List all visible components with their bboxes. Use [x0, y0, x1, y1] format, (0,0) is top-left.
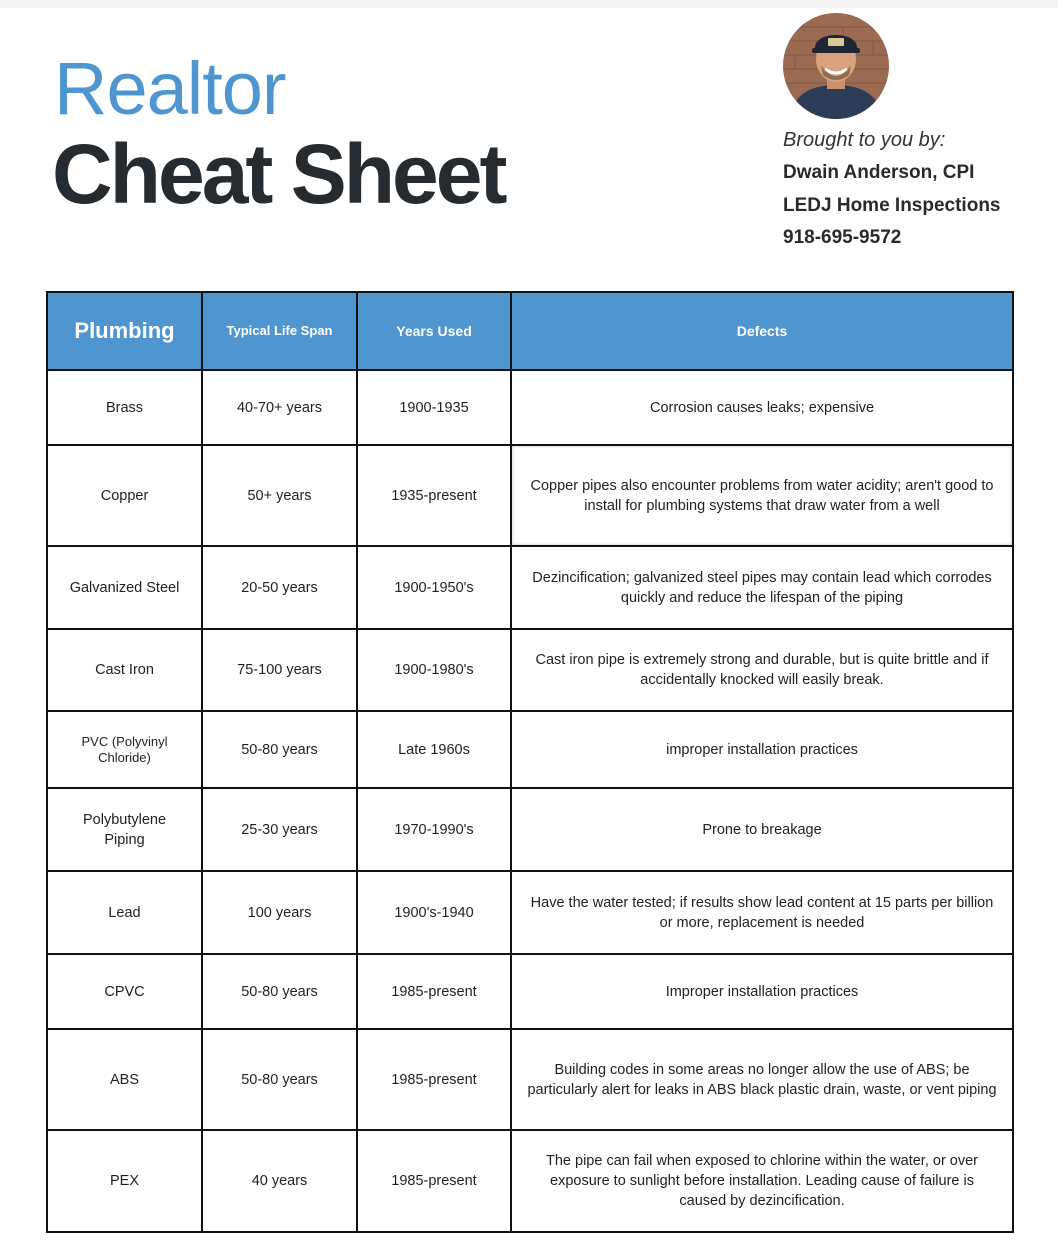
table-row [47, 370, 1013, 445]
brought-by-label: Brought to you by: [783, 129, 946, 151]
table-row [47, 445, 1013, 546]
defects-cell: improper installation practices [511, 711, 1013, 788]
years-used-cell: Late 1960s [357, 711, 511, 788]
defects-cell: The pipe can fail when exposed to chlorine within the water, or over exposure to sunlight before installation. Leading cause of failure is caused by dezincification. [511, 1130, 1013, 1232]
inspector-avatar [783, 13, 889, 119]
years-used-cell: 1970-1990's [357, 788, 511, 871]
years-used-cell: 1900's-1940 [357, 871, 511, 954]
defects-cell: Corrosion causes leaks; expensive [511, 370, 1013, 445]
top-strip [0, 0, 1058, 8]
table-row [47, 546, 1013, 629]
life-span-cell: 50-80 years [202, 1029, 357, 1130]
years-used-cell: 1985-present [357, 954, 511, 1029]
years-used-cell: 1985-present [357, 1130, 511, 1232]
defects-cell: Cast iron pipe is extremely strong and durable, but is quite brittle and if accidentally knocked will easily break. [511, 629, 1013, 711]
material-cell: PEX [47, 1130, 202, 1232]
material-cell: ABS [47, 1029, 202, 1130]
table-row [47, 788, 1013, 871]
material-cell: CPVC [47, 954, 202, 1029]
material-cell: Brass [47, 370, 202, 445]
life-span-cell: 100 years [202, 871, 357, 954]
table-row [47, 711, 1013, 788]
defects-cell: Have the water tested; if results show lead content at 15 parts per billion or more, replacement is needed [511, 871, 1013, 954]
company-name: LEDJ Home Inspections [783, 195, 1001, 216]
title-realtor: Realtor [54, 47, 286, 130]
column-header-years-used: Years Used [357, 292, 511, 370]
defects-cell: Improper installation practices [511, 954, 1013, 1029]
material-cell: Lead [47, 871, 202, 954]
material-cell: Polybutylene Piping [47, 788, 202, 871]
life-span-cell: 50-80 years [202, 954, 357, 1029]
life-span-cell: 20-50 years [202, 546, 357, 629]
title-cheat-sheet: Cheat Sheet [52, 127, 505, 221]
material-cell: Copper [47, 445, 202, 546]
table-row [47, 954, 1013, 1029]
column-header-life-span: Typical Life Span [202, 292, 357, 370]
life-span-cell: 25-30 years [202, 788, 357, 871]
plumbing-table [46, 291, 1014, 1233]
years-used-cell: 1985-present [357, 1029, 511, 1130]
years-used-cell: 1900-1935 [357, 370, 511, 445]
table-row [47, 1029, 1013, 1130]
years-used-cell: 1900-1980's [357, 629, 511, 711]
table-row [47, 629, 1013, 711]
life-span-cell: 75-100 years [202, 629, 357, 711]
life-span-cell: 40-70+ years [202, 370, 357, 445]
table-header-row [47, 292, 1013, 370]
inspector-name: Dwain Anderson, CPI [783, 162, 975, 183]
life-span-cell: 40 years [202, 1130, 357, 1232]
material-cell: Cast Iron [47, 629, 202, 711]
life-span-cell: 50+ years [202, 445, 357, 546]
defects-cell: Copper pipes also encounter problems from water acidity; aren't good to install for plumbing systems that draw water from a well [511, 445, 1013, 546]
material-cell: Galvanized Steel [47, 546, 202, 629]
years-used-cell: 1900-1950's [357, 546, 511, 629]
column-header-plumbing: Plumbing [47, 292, 202, 370]
years-used-cell: 1935-present [357, 445, 511, 546]
material-cell: PVC (Polyvinyl Chloride) [47, 711, 202, 788]
defects-cell: Building codes in some areas no longer allow the use of ABS; be particularly alert for leaks in ABS black plastic drain, waste, or vent piping [511, 1029, 1013, 1130]
table-row [47, 1130, 1013, 1232]
defects-cell: Prone to breakage [511, 788, 1013, 871]
phone-number: 918-695-9572 [783, 227, 902, 248]
table-row [47, 871, 1013, 954]
life-span-cell: 50-80 years [202, 711, 357, 788]
defects-cell: Dezincification; galvanized steel pipes may contain lead which corrodes quickly and reduce the lifespan of the piping [511, 546, 1013, 629]
column-header-defects: Defects [511, 292, 1013, 370]
